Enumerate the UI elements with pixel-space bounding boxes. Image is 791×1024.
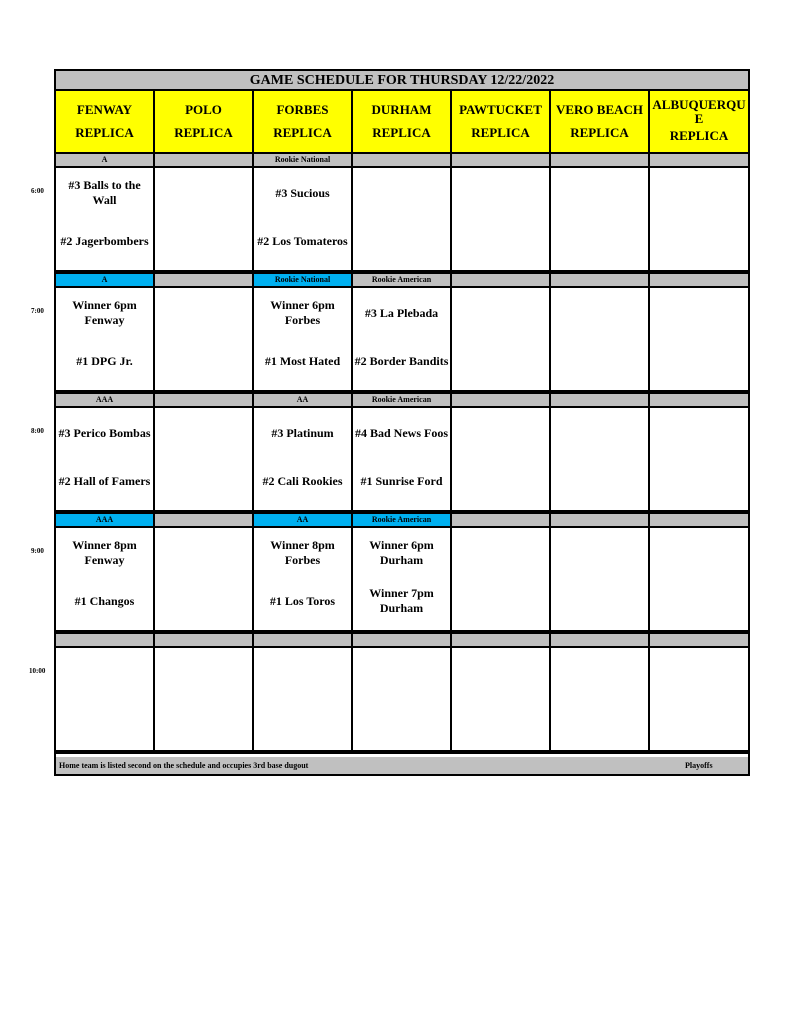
game-cell [650, 528, 748, 634]
footer-note: Home team is listed second on the schedule and occupies 3rd base dugout [59, 761, 309, 770]
game-cell [452, 288, 551, 394]
away-team: #3 Perico Bombas [58, 426, 151, 440]
game-cell [650, 288, 748, 394]
schedule-footer [56, 757, 748, 774]
field-subtitle: REPLICA [471, 125, 530, 140]
division-band: Rookie National [254, 154, 353, 168]
game-cell [353, 288, 452, 394]
field-name: FENWAY [76, 102, 133, 117]
division-band [452, 634, 551, 648]
field-header-1 [56, 91, 155, 154]
division-band [155, 154, 254, 168]
field-subtitle: REPLICA [669, 127, 729, 143]
game-cell [452, 528, 551, 634]
game-cell [353, 408, 452, 514]
time-label: 6:00 [31, 187, 44, 195]
game-cell [254, 408, 353, 514]
away-team: #3 Sucious [275, 186, 330, 200]
away-team: Winner 6pm Durham [369, 538, 434, 567]
division-band [650, 394, 748, 408]
away-team: #3 Balls to the Wall [68, 178, 141, 207]
division-band: Rookie American [353, 274, 452, 288]
field-name-line2: E [694, 110, 704, 126]
division-band: Rookie American [353, 394, 452, 408]
footer-playoffs-label: Playoffs [685, 761, 713, 770]
field-header-4 [353, 91, 452, 154]
game-cell [155, 648, 254, 754]
home-team: #2 Hall of Famers [58, 474, 151, 488]
division-band [353, 154, 452, 168]
game-cell [56, 288, 155, 394]
home-team: #1 Changos [74, 594, 135, 608]
division-band: A [56, 154, 155, 168]
field-name: DURHAM [371, 102, 432, 117]
field-name: FORBES [276, 102, 329, 117]
division-band: AAA [56, 514, 155, 528]
away-team: Winner 8pm Fenway [72, 538, 137, 567]
game-cell [353, 528, 452, 634]
game-cell [254, 288, 353, 394]
division-band [353, 634, 452, 648]
division-band: A [56, 274, 155, 288]
game-cell [56, 408, 155, 514]
game-cell [353, 168, 452, 274]
division-band [650, 514, 748, 528]
game-cell [452, 648, 551, 754]
division-band [254, 634, 353, 648]
field-subtitle: REPLICA [372, 125, 431, 140]
field-name: PAWTUCKET [459, 102, 542, 117]
game-cell [56, 168, 155, 274]
game-cell [254, 648, 353, 754]
division-band: Rookie American [353, 514, 452, 528]
division-band [155, 514, 254, 528]
field-name: VERO BEACH [555, 102, 644, 117]
division-band [56, 634, 155, 648]
home-team: #2 Cali Rookies [262, 474, 343, 488]
game-cell [56, 648, 155, 754]
away-team: Winner 6pm Forbes [270, 298, 335, 327]
game-cell [452, 168, 551, 274]
division-band [551, 634, 650, 648]
field-subtitle: REPLICA [174, 125, 233, 140]
time-label: 9:00 [31, 547, 44, 555]
division-band [551, 154, 650, 168]
game-cell [650, 648, 748, 754]
game-cell [353, 648, 452, 754]
game-cell [155, 288, 254, 394]
time-label: 8:00 [31, 427, 44, 435]
division-band [551, 514, 650, 528]
game-cell [551, 408, 650, 514]
game-cell [551, 288, 650, 394]
division-band [452, 394, 551, 408]
schedule-sheet [54, 69, 750, 776]
field-header-6 [551, 91, 650, 154]
away-team: Winner 6pm Fenway [72, 298, 137, 327]
home-team: #2 Border Bandits [354, 354, 449, 368]
division-band: AA [254, 514, 353, 528]
home-team: #1 Sunrise Ford [360, 474, 443, 488]
page-title: GAME SCHEDULE FOR THURSDAY 12/22/2022 [56, 71, 748, 91]
game-cell [56, 528, 155, 634]
game-cell [155, 528, 254, 634]
division-band [452, 274, 551, 288]
field-subtitle: REPLICA [273, 125, 332, 140]
home-team: Winner 7pm Durham [369, 586, 434, 615]
field-header-7 [650, 91, 748, 154]
away-team: #3 Platinum [271, 426, 334, 440]
division-band [452, 514, 551, 528]
away-team: Winner 8pm Forbes [270, 538, 335, 567]
game-cell [551, 168, 650, 274]
home-team: #2 Los Tomateros [257, 234, 348, 248]
away-team: #3 La Plebada [364, 306, 439, 320]
game-cell [551, 528, 650, 634]
time-label: 7:00 [31, 307, 44, 315]
home-team: #1 Los Toros [269, 594, 336, 608]
division-band [452, 154, 551, 168]
time-label: 10:00 [29, 667, 46, 675]
field-header-2 [155, 91, 254, 154]
field-header-3 [254, 91, 353, 154]
game-cell [254, 168, 353, 274]
field-header-5 [452, 91, 551, 154]
field-name-line1: ALBUQUERQU [652, 96, 746, 112]
game-cell [551, 648, 650, 754]
division-band [650, 154, 748, 168]
division-band [155, 634, 254, 648]
away-team: #4 Bad News Foos [354, 426, 448, 440]
division-band [551, 394, 650, 408]
home-team: #2 Jagerbombers [60, 234, 149, 248]
game-cell [155, 168, 254, 274]
field-name: POLO [185, 102, 222, 117]
home-team: #1 DPG Jr. [76, 354, 133, 368]
game-cell [650, 168, 748, 274]
game-cell [650, 408, 748, 514]
home-team: #1 Most Hated [264, 354, 341, 368]
game-cell [254, 528, 353, 634]
game-cell [155, 408, 254, 514]
division-band [650, 634, 748, 648]
field-subtitle: REPLICA [75, 125, 134, 140]
division-band [551, 274, 650, 288]
division-band [155, 274, 254, 288]
division-band [155, 394, 254, 408]
division-band: AA [254, 394, 353, 408]
field-subtitle: REPLICA [570, 125, 629, 140]
division-band: Rookie National [254, 274, 353, 288]
division-band: AAA [56, 394, 155, 408]
division-band [650, 274, 748, 288]
game-cell [452, 408, 551, 514]
